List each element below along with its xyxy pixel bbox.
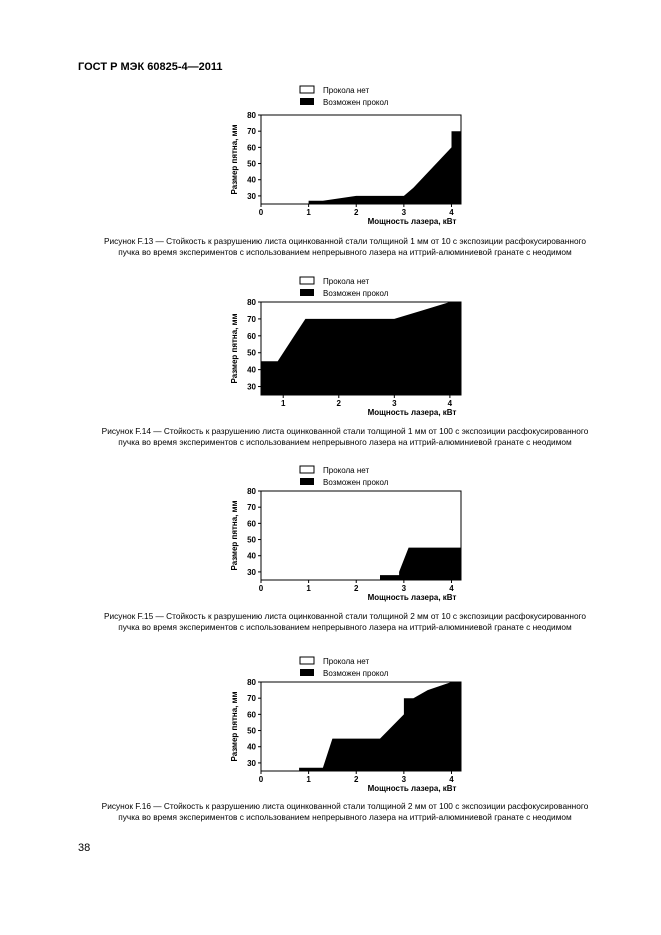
- puncture-possible-area: [380, 491, 461, 580]
- y-tick-label: 50: [247, 159, 256, 169]
- y-tick-label: 50: [247, 726, 256, 736]
- x-axis-title: Мощность лазера, кВт: [367, 408, 457, 417]
- puncture-possible-area: [261, 302, 461, 395]
- y-tick-label: 40: [247, 742, 256, 752]
- x-axis-title: Мощность лазера, кВт: [367, 217, 457, 226]
- x-tick-label: 4: [447, 399, 453, 408]
- x-tick-label: 1: [306, 208, 311, 217]
- legend-label-puncture: Возможен прокол: [323, 98, 389, 107]
- puncture-possible-area: [309, 115, 461, 204]
- figure-f14-chart: [0, 274, 661, 417]
- y-tick-label: 70: [247, 503, 256, 513]
- x-tick-label: 3: [392, 399, 397, 408]
- x-tick-label: 2: [354, 584, 359, 593]
- x-axis-title: Мощность лазера, кВт: [367, 784, 457, 793]
- y-tick-label: 40: [247, 175, 256, 185]
- x-tick-label: 0: [258, 208, 264, 217]
- legend-swatch-no-puncture: [300, 466, 314, 473]
- y-tick-label: 30: [247, 382, 256, 392]
- y-tick-label: 30: [247, 567, 256, 577]
- legend-label-no-puncture: Прокола нет: [323, 86, 370, 95]
- figure-f15-chart: [0, 462, 661, 602]
- y-tick-label: 60: [247, 331, 256, 341]
- y-tick-label: 60: [247, 519, 256, 529]
- figure-f14-caption: Рисунок F.14 — Стойкость к разрушению листа оцинкованной стали толщиной 1 мм от 100 с экспозиции расфокусированного пучка во время экспериментов с использованием непрерывного лазера на иттрий-алюминиевой гранате с неодимом: [101, 426, 589, 447]
- x-tick-label: 1: [306, 775, 311, 784]
- x-tick-label: 0: [258, 584, 264, 593]
- y-tick-label: 40: [247, 551, 256, 561]
- legend-label-no-puncture: Прокола нет: [323, 277, 370, 286]
- y-axis-title: Размер пятна, мм: [230, 124, 239, 195]
- legend-label-puncture: Возможен прокол: [323, 289, 389, 298]
- x-tick-label: 4: [449, 775, 454, 784]
- figure-f15-caption: Рисунок F.15 — Стойкость к разрушению листа оцинкованной стали толщиной 2 мм от 10 с экспозиции расфокусированного пучка во время экспериментов с использованием непрерывного лазера на иттрий-алюминиевой гранате с неодимом: [103, 611, 587, 632]
- x-tick-label: 1: [280, 399, 286, 408]
- legend-label-no-puncture: Прокола нет: [323, 657, 370, 666]
- y-axis-title: Размер пятна, мм: [230, 500, 239, 571]
- y-tick-label: 80: [247, 487, 256, 496]
- figure-f16-caption: Рисунок F.16 — Стойкость к разрушению листа оцинкованной стали толщиной 2 мм от 100 с экспозиции расфокусированного пучка во время экспериментов с использованием непрерывного лазера на иттрий-алюминиевой гранате с неодимом: [101, 801, 589, 822]
- page-number: 38: [78, 842, 91, 854]
- figure-f13-caption: Рисунок F.13 — Стойкость к разрушению листа оцинкованной стали толщиной 1 мм от 10 с экспозиции расфокусированного пучка во время экспериментов с использованием непрерывного лазера на иттрий-алюминиевой гранате с неодимом: [103, 236, 587, 257]
- y-tick-label: 80: [247, 298, 256, 307]
- figure-f16-chart: [0, 653, 661, 793]
- legend-label-puncture: Возможен прокол: [323, 478, 389, 487]
- x-tick-label: 2: [354, 208, 359, 217]
- y-tick-label: 70: [247, 127, 256, 137]
- x-tick-label: 3: [401, 775, 407, 784]
- legend-label-puncture: Возможен прокол: [323, 669, 389, 678]
- y-tick-label: 50: [247, 535, 256, 545]
- y-tick-label: 60: [247, 710, 256, 720]
- legend-label-no-puncture: Прокола нет: [323, 466, 370, 475]
- y-axis-title: Размер пятна, мм: [230, 691, 239, 762]
- document-header: ГОСТ Р МЭК 60825-4—2011: [78, 61, 223, 73]
- y-tick-label: 80: [247, 678, 256, 687]
- y-tick-label: 30: [247, 191, 256, 201]
- y-tick-label: 60: [247, 143, 256, 153]
- legend-swatch-puncture: [300, 98, 314, 105]
- y-tick-label: 50: [247, 348, 256, 358]
- legend-swatch-puncture: [300, 289, 314, 296]
- legend-swatch-puncture: [300, 478, 314, 485]
- x-tick-label: 4: [449, 584, 454, 593]
- y-axis-title: Размер пятна, мм: [230, 313, 239, 384]
- x-axis-title: Мощность лазера, кВт: [367, 593, 457, 602]
- legend-swatch-puncture: [300, 669, 314, 676]
- x-tick-label: 3: [401, 584, 407, 593]
- x-tick-label: 2: [336, 399, 342, 408]
- legend-swatch-no-puncture: [300, 277, 314, 284]
- legend-swatch-no-puncture: [300, 657, 314, 664]
- puncture-possible-area: [299, 682, 461, 771]
- y-tick-label: 70: [247, 694, 256, 704]
- x-tick-label: 2: [354, 775, 359, 784]
- x-tick-label: 0: [258, 775, 264, 784]
- y-tick-label: 70: [247, 314, 256, 324]
- y-tick-label: 80: [247, 111, 256, 120]
- y-tick-label: 40: [247, 365, 256, 375]
- x-tick-label: 1: [306, 584, 311, 593]
- y-tick-label: 30: [247, 758, 256, 768]
- x-tick-label: 3: [401, 208, 407, 217]
- figure-f13-chart: [0, 80, 661, 226]
- legend-swatch-no-puncture: [300, 86, 314, 93]
- x-tick-label: 4: [449, 208, 454, 217]
